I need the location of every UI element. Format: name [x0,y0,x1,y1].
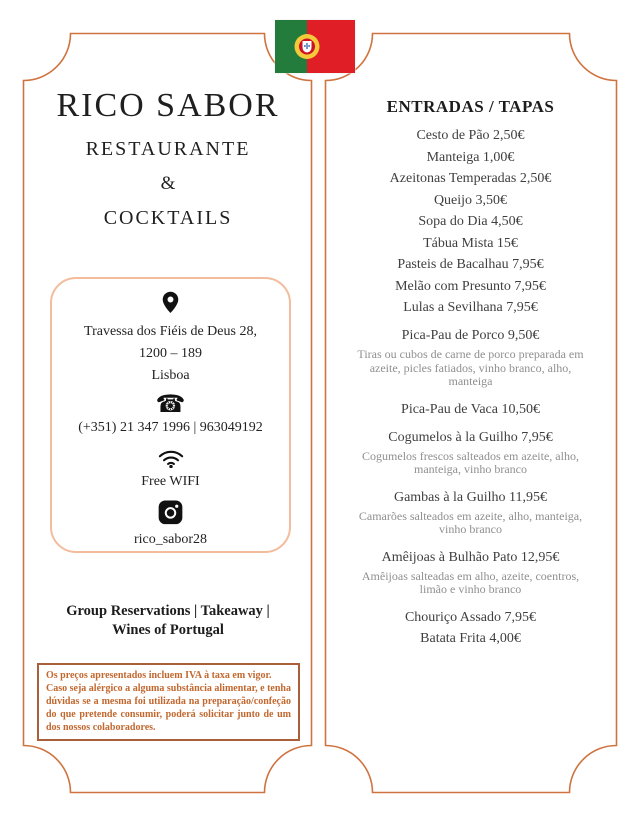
menu-item-description: Tiras ou cubos de carne de porco preparada em azeite, picles fatiados, vinho branco, alho, manteiga [357,347,584,388]
menu-item-name-price: Lulas a Sevilhana 7,95€ [403,300,538,315]
restaurant-name: RICO SABOR [56,87,280,124]
menu-item-name-price: Batata Frita 4,00€ [420,631,521,646]
portugal-flag-icon [275,20,355,73]
menu-item [332,256,609,273]
menu-item [332,192,609,209]
menu-item [332,170,609,187]
menu-item-name-price: Pica-Pau de Vaca 10,50€ [401,401,540,417]
menu-item-name-price: Cogumelos à la Guilho 7,95€ [388,429,553,445]
menu-item [332,235,609,252]
location-pin-icon [162,291,179,314]
menu-item [332,429,609,477]
wifi-label: Free WIFI [141,474,200,490]
menu-item-name-price: Sopa do Dia 4,50€ [418,214,523,229]
menu-item-name-price: Tábua Mista 15€ [423,235,518,251]
menu-item [332,609,609,626]
menu-item-name-price: Melão com Presunto 7,95€ [395,278,546,294]
menu-item [332,401,609,418]
menu-item [332,213,609,230]
wifi-icon [156,446,186,469]
disclaimer-line-1: Os preços apresentados incluem IVA à taxa em vigor. [46,670,272,681]
menu-item-name-price: Azeitonas Temperadas 2,50€ [389,171,552,186]
menu-section-title: ENTRADAS / TAPAS [386,97,555,116]
menu-item-name-price: Gambas à la Guilho 11,95€ [393,489,548,505]
phone-numbers: (+351) 21 347 1996 | 963049192 [78,419,263,435]
telephone-icon: ☎ [155,389,186,418]
address-line-3: Lisboa [151,367,190,383]
services-line-1: Group Reservations | Takeaway | [66,603,270,619]
address-line-1: Travessa dos Fiéis de Deus 28, [84,323,257,339]
menu-item-name-price: Chouriço Assado 7,95€ [404,609,537,625]
menu-items [332,127,609,647]
services-text [24,602,312,640]
instagram-handle: rico_sabor28 [133,531,208,547]
ampersand: & [160,173,176,194]
services-line-2: Wines of Portugal [112,622,224,638]
menu-item [332,127,609,144]
menu-item-name-price: Pasteis de Bacalhau 7,95€ [397,257,544,272]
menu-item [332,299,609,316]
disclaimer-rest: Caso seja alérgico a alguma substância alimentar, e tenha dúvidas se a mesma foi utilizada na preparação/confeção do que pretende consumir, poderá solicitar junto de um dos nossos colaboradores. [46,683,291,733]
restaurant-branding [24,86,312,230]
menu-section [332,96,609,652]
restaurant-type-2: COCKTAILS [103,207,233,229]
instagram-icon [158,500,183,525]
menu-item-description: Amêijoas salteadas em alho, azeite, coentros, limão e vinho branco [361,568,580,596]
menu-item-name-price: Pica-Pau de Porco 9,50€ [401,328,540,343]
menu-item [332,278,609,295]
menu-item-name-price: Amêijoas à Bulhão Pato 12,95€ [381,549,560,565]
menu-item [332,489,609,537]
menu-item-name-price: Cesto de Pão 2,50€ [416,128,525,143]
menu-item-name-price: Queijo 3,50€ [433,192,508,208]
disclaimer-box [37,663,300,741]
menu-item [332,630,609,647]
menu-item [332,327,609,389]
menu-item-description: Camarões salteados em azeite, alho, manteiga, vinho branco [358,508,583,536]
address-line-2: 1200 – 189 [139,345,202,361]
menu-item-name-price: Manteiga 1,00€ [426,149,515,165]
menu-item-description: Cogumelos frescos salteados em azeite, alho, manteiga, vinho branco [362,448,579,476]
restaurant-type: RESTAURANTE [85,138,251,160]
menu-item [332,149,609,166]
menu-item [332,549,609,597]
contact-info-box [50,277,291,553]
